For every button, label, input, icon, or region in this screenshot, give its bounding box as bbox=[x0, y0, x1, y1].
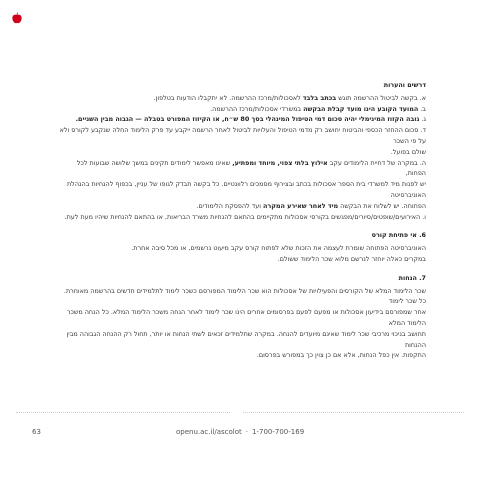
fees-line-text: ה. במקרה של דחיית הלימודים עקב bbox=[327, 158, 426, 167]
fees-line-text: ד. סכום ההחזר הכספי והביטוח יחושב רק מדמי הטיפול והעלויות לביטול לאחר הרשמה ייקבע עד פרק הלימוד החלה שנקבע לקורס ולא על פי השכר bbox=[59, 126, 426, 145]
fees-line-text: ועד להפסקת הלימודים. bbox=[196, 201, 263, 210]
fees-line bbox=[56, 93, 426, 104]
fees-line-text: לאסכולות/מרכז ההרשמה. לא יתקבלו הודעות בטלפון. bbox=[153, 93, 303, 102]
terms-content bbox=[56, 80, 426, 361]
opening-line: האוניברסיטה הפתוחה שומרת לעצמה את הזכות שלא לפתוח קורס עקב מיעוט נרשמים, או מכל סיבה אחרת. bbox=[131, 244, 426, 253]
fees-line bbox=[56, 114, 426, 125]
fees-line bbox=[56, 104, 426, 115]
footer-phone[interactable]: 1-700-700-169 bbox=[252, 428, 305, 436]
fees-line-emphasis: אילוץ בלתי צפוי, מיוחד ומפתיע, bbox=[232, 158, 328, 167]
fees-line-text: יש לפנות מיד למשרדי בית הספר אסכולות בכתב ובצירוף מסמכים רלוונטיים. כל בקשה תבדק לגופו של עניין, בכפוף להנחיות בהנהלת האוניברסיטה bbox=[66, 180, 426, 199]
page-number: 63 bbox=[32, 428, 41, 436]
fees-line-text: הפתוחה. יש לשלוח את הבקשה bbox=[338, 201, 426, 210]
fees-lines bbox=[56, 93, 426, 223]
fees-line-text: שאינו מאפשר לימודים תקינים במשך שלושה שבועות לכל הפחות, bbox=[76, 158, 426, 178]
fees-line-text: ג. bbox=[419, 115, 426, 124]
section-title-opening: 6. אי פתיחת קורס bbox=[371, 231, 426, 240]
section-title-fees: דרשים והערות bbox=[383, 81, 426, 89]
opening-line: במקרים כאלה יוחזר לנרשם מלוא שכר הלימוד ששולם. bbox=[277, 254, 426, 263]
footer-separator: · bbox=[245, 428, 249, 436]
footer-contact bbox=[176, 428, 304, 436]
fees-line bbox=[56, 158, 426, 180]
discount-line: שכר הלימוד המלא של הקורסים והפעילויות של אסכולות הוא שכר הלימוד המפורסם כשכר לימוד לתלמידים חדשים בהרשמה מאוחרת. כל שכר לימוד bbox=[63, 286, 426, 306]
fees-line bbox=[56, 212, 426, 223]
section-title-discounts: 7. הנחות bbox=[398, 273, 426, 282]
fees-line-text: א. בקשה לביטול ההרשמה תוגש bbox=[336, 93, 426, 102]
discount-line: אחר שמפורסם בידיעון אסכולות או מפעם לפעם בפרסומים אחרים הינו שכר לימוד לאחר הנחה משכר הלימוד המלא. כל הנחה משכר הלימוד המלא bbox=[66, 308, 426, 327]
fees-line-emphasis: בכתב בלבד bbox=[302, 93, 337, 102]
fees-line-text: ב. bbox=[418, 104, 426, 113]
fees-line-text: שולם בפועל. bbox=[390, 147, 426, 156]
fees-line bbox=[56, 179, 426, 201]
fees-line-text: ו. האירועים/שופטים/סיורים/מפגשים בקורסי אסכולות מתקיימים בהתאם להנחיות משרד הבריאות, או בהתאם להנחיות שיהיו מעת לעת. bbox=[64, 212, 426, 221]
discount-line: תחושב בניכוי מרכיבי שכר לימוד שאינם מיועדים להנחה. במקרה שתלמידים זכאים לשתי הנחות או יותר, תחול רק ההנחה הגבוהה מבין ההנחות bbox=[66, 329, 426, 349]
apple-logo-icon bbox=[12, 12, 22, 24]
fees-line bbox=[56, 147, 426, 158]
fees-line-emphasis: מיד לאחר שאירע המקרה bbox=[262, 201, 339, 210]
discount-line: התקפות. אין כפל הנחות, אלא אם כן צוין כך במפורש בפרסום. bbox=[256, 351, 426, 360]
footer-url[interactable]: openu.ac.il/ascolot bbox=[176, 428, 242, 436]
fees-line bbox=[56, 125, 426, 147]
fees-line-emphasis: גובה הקזוז המינימלי יהיה סכום דמי הטיפול המינהלי בסך 80 ש״ח, או הקיזוז המפורט בטבלה — הגבוה מבין השניים. bbox=[75, 115, 420, 124]
fees-line-text: במשרדי אסכולות/מרכז ההרשמה. bbox=[210, 104, 304, 113]
fees-line bbox=[56, 201, 426, 212]
fees-line-emphasis: המועד הקובע הינו מועד קבלת הבקשה bbox=[303, 104, 419, 113]
